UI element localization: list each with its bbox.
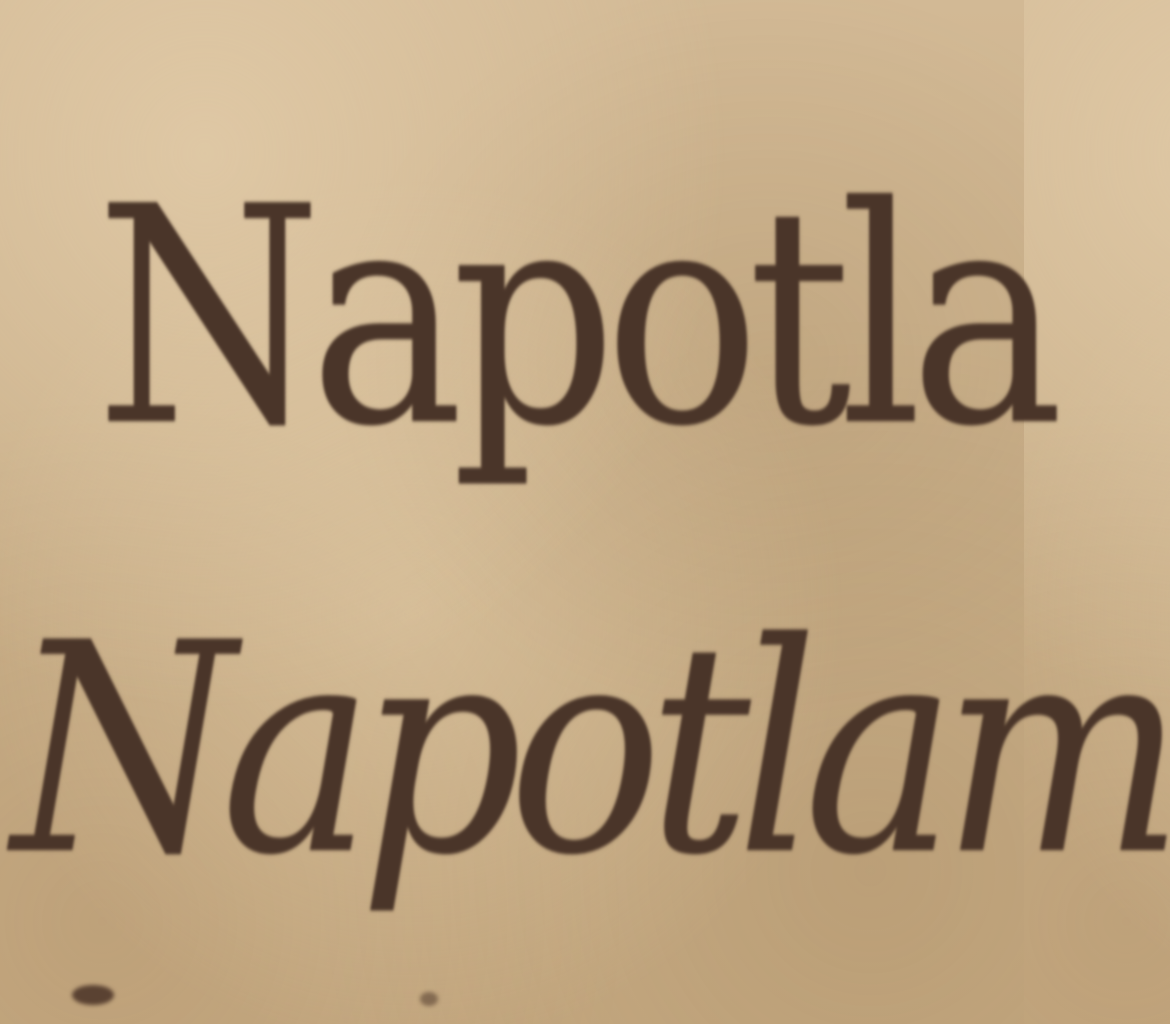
italic-word-napotlam: Napotlam <box>12 582 1170 919</box>
ink-speck <box>72 985 114 1005</box>
roman-word-napotla: Napotla <box>96 143 1052 492</box>
ink-speck <box>420 992 438 1006</box>
